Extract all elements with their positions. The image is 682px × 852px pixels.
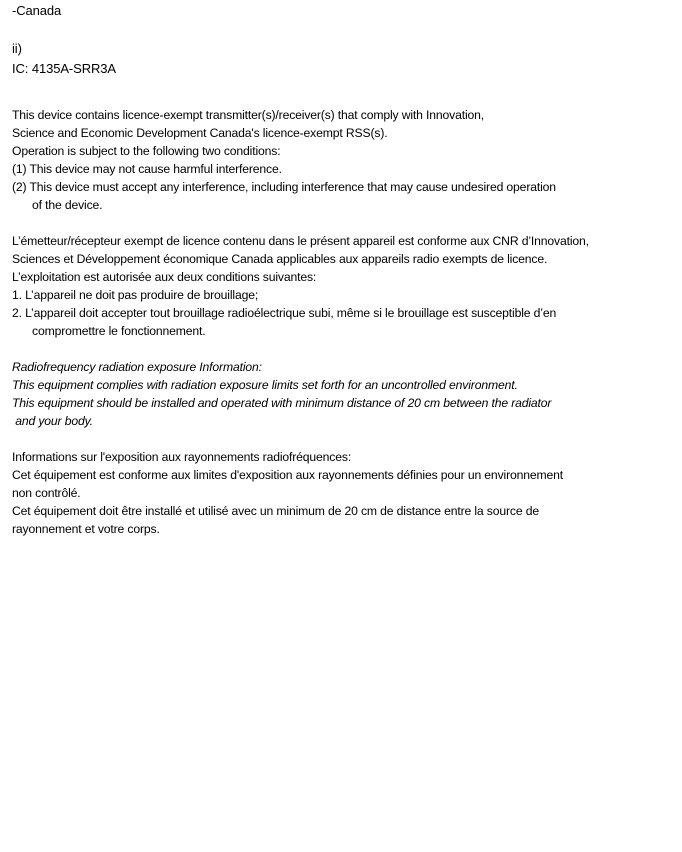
french-condition-2: 2. L’appareil doit accepter tout brouillage radioélectrique subi, même si le brouillage est susceptible d’en xyxy=(12,306,557,320)
french-notice-line: Sciences et Développement économique Canada applicables aux appareils radio exempts de licence. xyxy=(12,252,548,266)
english-condition-2-cont: of the device. xyxy=(32,198,103,212)
french-notice-line: L’exploitation est autorisée aux deux conditions suivantes: xyxy=(12,270,317,284)
rf-french-line: non contrôlé. xyxy=(12,486,81,500)
rf-english-line: This equipment should be installed and operated with minimum distance of 20 cm between the radiator xyxy=(12,396,552,410)
french-notice xyxy=(12,232,589,340)
english-notice-line: Science and Economic Development Canada's licence-exempt RSS(s). xyxy=(12,126,388,140)
ic-number: IC: 4135A-SRR3A xyxy=(12,61,116,76)
english-notice xyxy=(12,106,556,214)
rf-french-title: Informations sur l'exposition aux rayonnements radiofréquences: xyxy=(12,450,352,464)
rf-exposure-french xyxy=(12,448,563,538)
french-notice-line: L’émetteur/récepteur exempt de licence contenu dans le présent appareil est conforme aux CNR d’Innovation, xyxy=(12,234,589,248)
rf-exposure-english xyxy=(12,358,551,430)
item-label: ii) xyxy=(12,41,22,56)
rf-french-line: rayonnement et votre corps. xyxy=(12,522,160,536)
rf-english-line: and your body. xyxy=(12,414,93,428)
english-notice-line: Operation is subject to the following two conditions: xyxy=(12,144,281,158)
french-condition-1: 1. L’appareil ne doit pas produire de brouillage; xyxy=(12,288,259,302)
rf-english-line: This equipment complies with radiation exposure limits set forth for an uncontrolled environment. xyxy=(12,378,518,392)
country-label: -Canada xyxy=(12,3,62,18)
english-condition-2: (2) This device must accept any interference, including interference that may cause undesired operation xyxy=(12,180,556,194)
english-notice-line: This device contains licence-exempt transmitter(s)/receiver(s) that comply with Innovation, xyxy=(12,108,484,122)
rf-french-line: Cet équipement est conforme aux limites d'exposition aux rayonnements définies pour un environnement xyxy=(12,468,563,482)
rf-french-line: Cet équipement doit être installé et utilisé avec un minimum de 20 cm de distance entre la source de xyxy=(12,504,539,518)
rf-english-title: Radiofrequency radiation exposure Information: xyxy=(12,360,262,374)
french-condition-2-cont: compromettre le fonctionnement. xyxy=(32,324,206,338)
english-condition-1: (1) This device may not cause harmful interference. xyxy=(12,162,282,176)
